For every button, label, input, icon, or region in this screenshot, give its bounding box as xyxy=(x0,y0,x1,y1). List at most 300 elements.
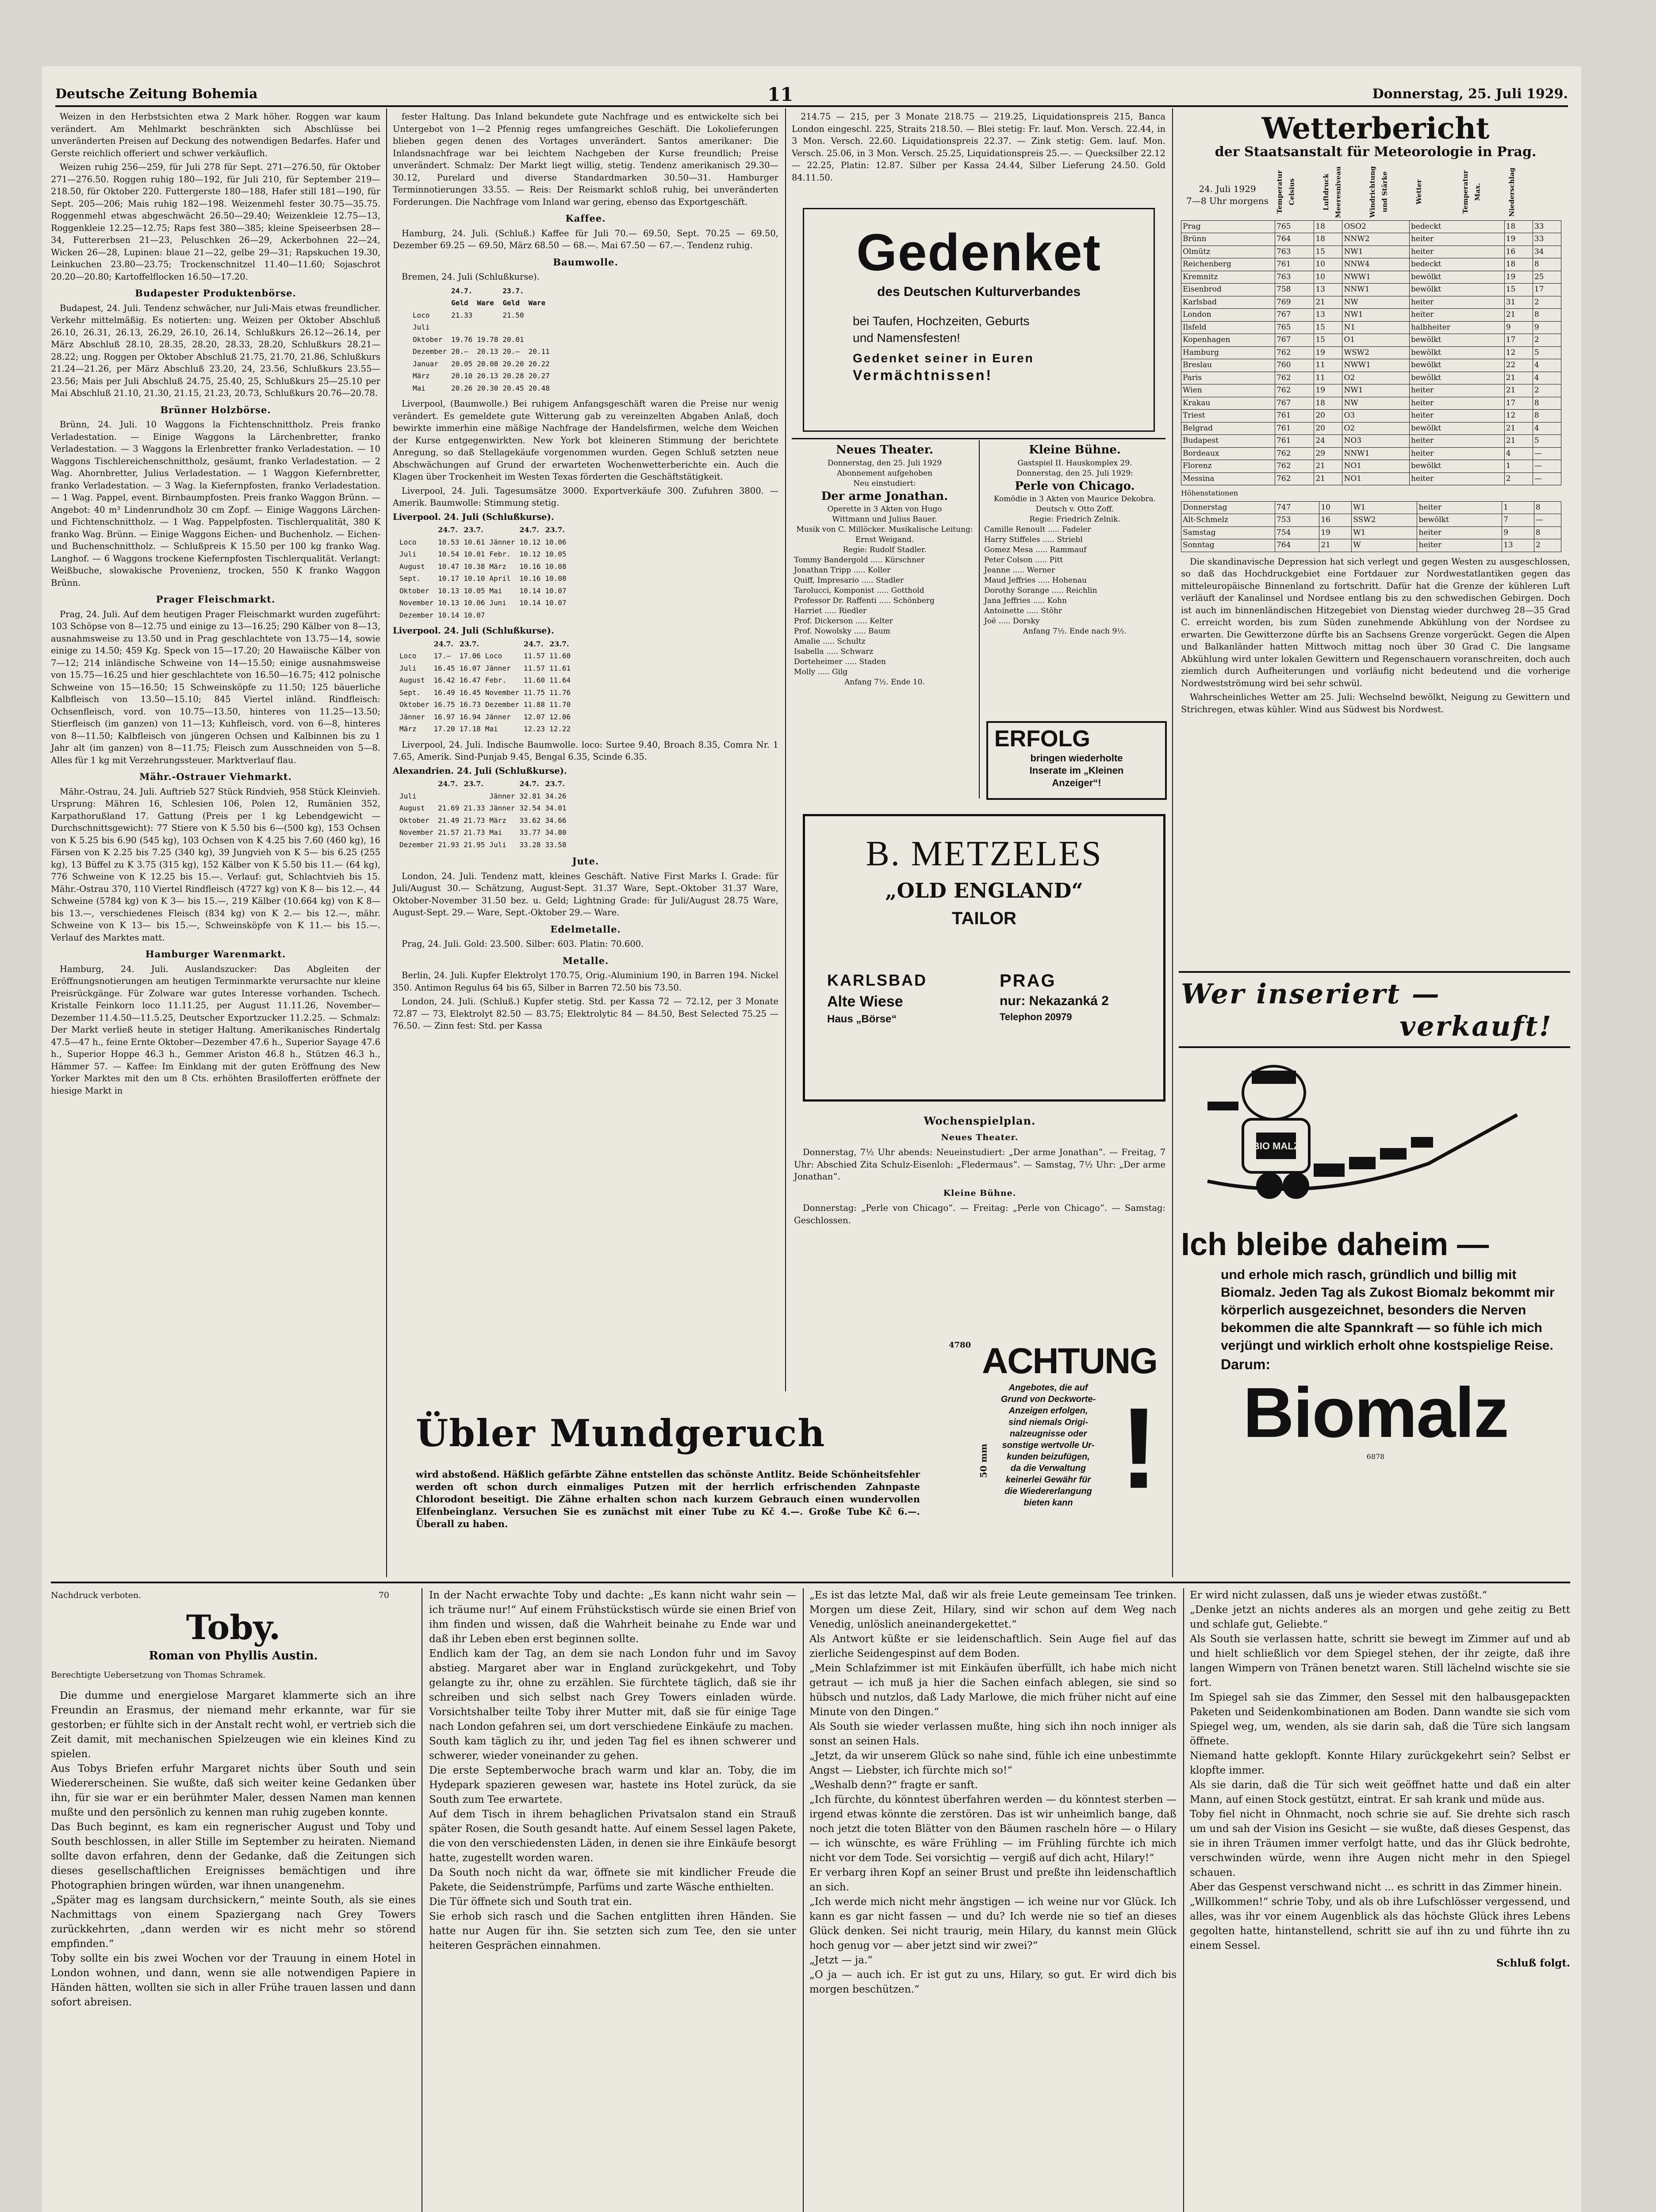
weather-cell: N1 xyxy=(1342,321,1409,334)
continuation-note: Schluß folgt. xyxy=(1496,1957,1570,1969)
feuilleton-divider xyxy=(51,1582,1570,1583)
table-cell: 21.33 xyxy=(451,311,473,319)
table-cell: 10.38 xyxy=(464,562,485,571)
ad-achtung-line: da die Verwaltung xyxy=(1010,1463,1086,1473)
weather-cell: heiter xyxy=(1409,296,1504,309)
table-row xyxy=(397,536,569,549)
weather-cell: 762 xyxy=(1275,384,1314,397)
newspaper-name: Deutsche Zeitung Bohemia xyxy=(55,86,258,102)
issue-date: Donnerstag, 25. Juli 1929. xyxy=(1372,86,1568,102)
program-line: Gomez Mesa ..... Rammauf xyxy=(984,545,1087,554)
table-cell: Juli xyxy=(413,323,430,331)
weather-cell: 15 xyxy=(1314,334,1342,347)
weather-cell: 21 xyxy=(1504,422,1533,435)
alexandria-title: Alexandrien. 24. Juli (Schlußkurse). xyxy=(393,765,567,776)
table-cell: 11.75 xyxy=(523,688,545,697)
weather-cell: Kopenhagen xyxy=(1181,334,1275,347)
table-cell: November xyxy=(485,688,519,697)
table-cell: Mai xyxy=(485,725,498,733)
weather-cell: 4 xyxy=(1533,359,1561,372)
weather-cell: Reichenberg xyxy=(1181,258,1275,271)
table-row xyxy=(397,790,569,803)
weather-cell: NO3 xyxy=(1342,435,1409,448)
table-cell: Jänner xyxy=(399,712,425,721)
table-cell: 10.08 xyxy=(545,562,567,571)
table-header-cell xyxy=(397,524,436,536)
weather-cell: 21 xyxy=(1314,472,1342,485)
weather-cell: 762 xyxy=(1275,460,1314,473)
table-cell: 10.01 xyxy=(464,550,485,558)
table-cell: Loco xyxy=(399,538,417,546)
weather-cell: NW1 xyxy=(1342,309,1409,322)
weather-cell: 754 xyxy=(1275,526,1319,539)
weather-cell: Messina xyxy=(1181,472,1275,485)
weather-cell: bedeckt xyxy=(1409,220,1504,233)
indian-cotton: Liverpool, 24. Juli. Indische Baumwolle. loco: Surtee 9.40, Broach 8.35, Comra Nr. 1 7.65, Amerik. Sind-Punjab 9.45, Bengal 6.35, Scinde 6.35. xyxy=(393,739,782,762)
table-cell: 10.07 xyxy=(464,611,485,619)
table-cell: Loco xyxy=(413,311,430,319)
weekly-kleine-text: Donnerstag: „Perle von Chicago“. — Freitag: „Perle von Chicago“. — Samstag: Geschlossen. xyxy=(794,1203,1165,1225)
table-cell: Jänner xyxy=(489,538,515,546)
installment-number: 70 xyxy=(378,1590,389,1600)
table-cell: 33.77 xyxy=(519,828,541,837)
weather-cell: 22 xyxy=(1504,359,1533,372)
alexandria-table xyxy=(397,778,569,851)
table-cell: 10.08 xyxy=(545,574,567,583)
market-report: Weizen ruhig 256—259, für Juli 278 für Sept. 271—276.50, für Oktober 271—276.50. Roggen ruhig 180—192, für Juli 210, für September 219—218.50, für Oktober 220. Futtergerste 180—188, Hafer still 181—190, für Sept. 205—206; Mais ruhig 182—198. Weizenmehl fester 30.75—35.75. Roggenmehl etwas abgeschwächt 26.50—29.40; Weizenkleie 12.75—13, Roggenkleie 12.25—12.75; Raps fest 380—385; kleine Speiseerbsen 28—34, Futtererbsen 21—23, Peluschken 26—29, Ackerbohnen 22—24, Wicken 26—28, Lupinen: blaue 21—22, gelbe 29—31; Rapskuchen 19.30, Leinkuchen 23.80—23.75; Trockenschnitzel 11.40—11.60; Sojaschrot 20.20—20.80; Kartoffelflocken 16.50—17.20. xyxy=(51,162,380,282)
table-cell: Sept. xyxy=(399,574,421,583)
program-line: Antoinette ..... Stöhr xyxy=(984,606,1062,615)
weather-cell: W1 xyxy=(1352,501,1417,514)
table-header-cell: Ware xyxy=(528,299,546,307)
table-cell: 10.06 xyxy=(545,538,567,546)
feuilleton-column-2 xyxy=(429,1588,796,2212)
program-line: Camille Renoult ..... Fadeler xyxy=(984,525,1091,534)
table-cell xyxy=(500,321,526,334)
liverpool-table-title: Liverpool. 24. Juli (Schlußkurse). xyxy=(393,511,554,522)
weather-cell: 34 xyxy=(1533,246,1561,258)
weather-cell: heiter xyxy=(1409,233,1504,246)
program-line: Wittmann und Julius Bauer. xyxy=(832,515,937,524)
ad-metzeles-subtitle: „OLD ENGLAND“ xyxy=(885,879,1083,902)
table-cell: Febr. xyxy=(489,550,511,558)
weather-cell: 33 xyxy=(1533,220,1561,233)
header-rule xyxy=(55,105,1568,107)
weather-cell: Hamburg xyxy=(1181,346,1275,359)
table-cell: Dezember xyxy=(485,700,519,709)
table-cell: Oktober xyxy=(413,335,443,344)
ad-kulturverband-line3: Gedenket seiner in Euren xyxy=(853,351,1034,365)
program-line: Tarolucci, Komponist ..... Gotthold xyxy=(794,586,924,595)
table-cell: 20.11 xyxy=(528,347,550,356)
weather-cell: 19 xyxy=(1504,233,1533,246)
table-cell: 33.58 xyxy=(545,840,567,849)
ad-achtung-line: die Wiedererlangung xyxy=(1004,1486,1092,1496)
table-cell xyxy=(461,790,487,803)
table-cell xyxy=(436,790,461,803)
market-heading: Brünner Holzbörse. xyxy=(160,404,271,415)
ad-achtung-line: Anzeigen erfolgen, xyxy=(1008,1406,1088,1416)
weather-cell: 10 xyxy=(1314,258,1342,271)
table-cell: August xyxy=(399,562,425,571)
weather-cell: 18 xyxy=(1314,220,1342,233)
weather-cell: 15 xyxy=(1504,284,1533,296)
table-header-cell: 23.7. xyxy=(502,286,524,295)
novel-translator: Berechtigte Uebersetzung von Thomas Schramek. xyxy=(51,1670,266,1680)
table-row xyxy=(397,687,573,699)
table-cell: 34.66 xyxy=(545,816,567,825)
column-rule xyxy=(785,108,786,1391)
table-cell: 10.10 xyxy=(464,574,485,583)
weather-cell: 21 xyxy=(1504,435,1533,448)
weather-cell: Sonntag xyxy=(1181,539,1275,552)
table-cell: 33.62 xyxy=(519,816,541,825)
table-cell: 20.48 xyxy=(528,384,550,392)
table-cell: November xyxy=(399,599,434,607)
weather-cell: NNW2 xyxy=(1342,233,1409,246)
table-cell xyxy=(526,334,552,346)
table-cell: April xyxy=(489,574,511,583)
biomalz-illustration xyxy=(1181,1053,1570,1221)
ad-achtung-line: Grund von Deckworte- xyxy=(1000,1394,1096,1404)
weather-cell: 5 xyxy=(1533,346,1561,359)
program-line: Dorothy Sorange ..... Reichlin xyxy=(984,586,1097,595)
weather-row xyxy=(1181,526,1561,539)
market-reports xyxy=(51,111,380,1097)
weather-cell: 21 xyxy=(1504,384,1533,397)
program-line: Quiff, Impresario ..... Stadler xyxy=(794,576,904,585)
reprint-notice: Nachdruck verboten. xyxy=(51,1590,142,1600)
market-report: Hamburg, 24. Juli. (Schluß.) Kaffee für Juli 70.— 69.50, Sept. 70.25 — 69.50, Dezember 69.25 — 69.50, März 68.50 — 68.—. Mai 67.50 — 67.—. Tendenz ruhig. xyxy=(393,228,778,250)
newspaper-page xyxy=(42,66,1581,2212)
ad-achtung-text xyxy=(982,1382,1115,1515)
weather-cell: bewölkt xyxy=(1409,422,1504,435)
weather-cell: 2 xyxy=(1533,334,1561,347)
weather-cell: 763 xyxy=(1275,246,1314,258)
weather-cell: Samstag xyxy=(1181,526,1275,539)
ad-biomalz xyxy=(1181,1053,1570,1575)
program-line: Anfang 7½. Ende nach 9½. xyxy=(1023,626,1127,636)
table-row xyxy=(410,309,552,322)
table-cell xyxy=(475,309,500,322)
table-row xyxy=(397,650,573,662)
weather-row xyxy=(1181,220,1561,233)
table-row xyxy=(397,711,573,723)
weather-cell: 8 xyxy=(1533,410,1561,422)
table-cell: 12.22 xyxy=(549,725,571,733)
table-row xyxy=(397,699,573,711)
weather-cell: 16 xyxy=(1319,514,1352,527)
weather-cell: — xyxy=(1533,472,1561,485)
table-cell: Juli xyxy=(399,791,417,800)
table-cell: 11.60 xyxy=(549,652,571,660)
weekly-program xyxy=(794,1110,1165,1349)
weather-cell: SSW2 xyxy=(1352,514,1417,527)
theatre-col-rule xyxy=(979,440,980,799)
weather-report xyxy=(1181,111,1570,964)
market-report: Bremen, 24. Juli (Schlußkurse). xyxy=(402,272,540,282)
weather-cell: 769 xyxy=(1275,296,1314,309)
kleine-buehne-program xyxy=(984,458,1165,637)
weather-cell: NWW1 xyxy=(1342,271,1409,284)
weather-cell: heiter xyxy=(1409,410,1504,422)
table-cell: 20.05 xyxy=(451,359,473,368)
weather-cell: 12 xyxy=(1504,410,1533,422)
weather-cell: 4 xyxy=(1533,422,1561,435)
program-line: Musik von C. Millöcker. Musikalische Leitung: Ernst Weigand. xyxy=(796,525,973,544)
weather-cell: 762 xyxy=(1275,472,1314,485)
table-cell: 17.06 xyxy=(459,652,481,660)
table-cell: 20.01 xyxy=(502,335,524,344)
table-cell: November xyxy=(399,828,434,837)
table-header-cell: Ware xyxy=(477,299,494,307)
table-header-cell xyxy=(397,638,431,650)
ad-achtung-line: keinerlei Gewähr für xyxy=(1005,1475,1091,1485)
weekly-neues-heading: Neues Theater. xyxy=(941,1132,1019,1142)
liverpool-turnover: Liverpool, 24. Juli. Tagesumsätze 3000. Exportverkäufe 300. Zufuhren 3800. — Amerik. Baumwolle: Stimmung stetig. xyxy=(393,485,782,508)
weather-forecast-text: Die skandinavische Depression hat sich verlegt und gegen Westen zu ausgeschlossen, so daß das Hochdruckgebiet eine Fortdauer zur Nordwestatlantiken gegen das mitteleuropäische Binnenland zu fortschritt. Dafür hat die Grenze der kühleren Luft verläuft der Kanalinsel und Nordsee entlang bis zu den schwedischen Gebirgen. Doch ist auch im binnenländischen Hitzegebiet von Dienstag wieder durchweg 28—35 Grad C. erreicht worden, bis zum Süden zunehmende Abkühlung von der Nordsee zu erwarten. Die Gewitterzone dürfte bis an Sachsens Grenze vorgerückt. Gegen die Alpen und Balkanländer hatten Mittwoch mittag noch über 30 Grad C. Die langsame Abkühlung wird unter lokalen Gewittern und Regenschauern voranschreiten, doch auch ziemlich durch Aufheiterungen und vorläufig nicht bedeutend und die vorherige Nordwestströmung wird bei sehr schwül. xyxy=(1181,556,1570,688)
table-cell: 21.57 xyxy=(438,828,460,837)
weather-cell: 758 xyxy=(1275,284,1314,296)
weather-row xyxy=(1181,309,1561,322)
ad-biomalz-headline: Ich bleibe daheim — xyxy=(1181,1227,1489,1262)
table-header-cell: 23.7. xyxy=(545,780,565,788)
table-cell: 10.07 xyxy=(545,599,567,607)
table-cell: Dezember xyxy=(399,611,434,619)
weather-cell: 5 xyxy=(1533,435,1561,448)
table-cell: 20.— xyxy=(502,347,520,356)
program-line: Donnerstag, den 25. Juli 1929 xyxy=(827,458,942,468)
table-cell: 21.73 xyxy=(464,816,485,825)
weather-cell: 31 xyxy=(1504,296,1533,309)
table-header-cell: 23.7. xyxy=(459,639,479,648)
ad-mundgeruch xyxy=(394,1407,960,1553)
table-cell: 10.47 xyxy=(438,562,460,571)
table-cell: März xyxy=(489,816,506,825)
market-heading: Budapester Produktenbörse. xyxy=(135,288,296,299)
weather-cell: Bordeaux xyxy=(1181,447,1275,460)
ad-metzeles-prag-tel: Telephon 20979 xyxy=(1000,1011,1072,1022)
weather-row xyxy=(1181,410,1561,422)
table-header-cell xyxy=(487,524,517,536)
ad-kulturverband-line4: Vermächtnissen! xyxy=(853,367,993,383)
table-cell: Oktober xyxy=(399,816,429,825)
weather-cell: NO1 xyxy=(1342,472,1409,485)
weather-row xyxy=(1181,472,1561,485)
table-cell xyxy=(487,609,517,622)
feuilleton-column-1 xyxy=(51,1588,416,2212)
table-cell: 10.16 xyxy=(519,574,541,583)
table-header-cell: Geld xyxy=(451,299,468,307)
novel-text-2: In der Nacht erwachte Toby und dachte: „Es kann nicht wahr sein — ich träume nur!“ Auf einem Frühstückstisch würde sie einen Brief von ihm finden und wissen, daß die Wahrheit beinahe zu Ende war und daß ihr Leben eben erst beginnen sollte. Endlich kam der Tag, an dem sie nach London fuhr und im Savoy abstieg. Margaret aber war in England zurückgekehrt, und Toby gelangte zu ihr, ohne zu erzählen. Sie fürchtete täglich, daß sie ihr schreiben und sich selbst nach Grey Towers einladen würde. Vorsichtshalber teilte Toby ihrer Mutter mit, daß sie für einige Tage nach London gefahren sei, um dort verschiedene Einkäufe zu machen. South kam täglich zu ihr, und jeden Tag fiel es ihnen schwerer und schwerer, wieder voneinander zu gehen. Die erste Septemberwoche brach warm und klar an. Toby, die im Hydepark spazieren gewesen war, hastete ins Hotel zurück, da sie South zum Tee erwartete. Auf dem Tisch in ihrem behaglichen Privatsalon stand ein Strauß später Rosen, die South gesandt hatte. Auf einem Sessel lagen Pakete, die von den verschiedensten Läden, in denen sie ihre Einkäufe besorgt hatte, zugestellt worden waren. Da South noch nicht da war, öffnete sie mit kindlicher Freude die Pakete, die Seidenstrümpfe, Parfüms und zarte Wäsche enthielten. Die Tür öffnete sich und South trat ein. Sie erhob sich rasch und die Sachen entglitten ihren Händen. Sie hatte nur Augen für ihn. Sie setzten sich zum Tee, den sie unter heiteren Gesprächen einnahmen. xyxy=(429,1590,796,1951)
table-cell: Mai xyxy=(489,828,502,837)
program-line: Harry Stiffeles ..... Striebl xyxy=(984,535,1083,544)
program-line: Professor Dr. Raffenti ..... Schönberg xyxy=(794,596,935,605)
table-cell xyxy=(526,321,552,334)
weather-cell: 4 xyxy=(1504,447,1533,460)
liverpool-table-title-2: Liverpool. 24. Juli (Schlußkurse). xyxy=(393,626,554,636)
program-line: Operette in 3 Akten von Hugo xyxy=(827,504,942,514)
weather-cell: bewölkt xyxy=(1409,271,1504,284)
table-cell: März xyxy=(413,372,430,380)
weather-cell: bewölkt xyxy=(1409,334,1504,347)
weather-cell: NW xyxy=(1342,296,1409,309)
weather-cell: 9 xyxy=(1533,321,1561,334)
exclamation-icon: ! xyxy=(1119,1384,1158,1513)
weather-row xyxy=(1181,501,1561,514)
market-report: Mähr.-Ostrau, 24. Juli. Auftrieb 527 Stück Rindvieh, 958 Stück Kleinvieh. Ursprung: Mähren 16, Schlesien 106, Polen 12, Rumänien 352, Karpathorußland 17. Gattung (Preis per 1 kg Lebendgewicht — Durchschnittsgewicht): 77 Stiere von K 5.50 bis 6—(500 kg), 153 Ochsen von K 5.25 bis 6.90 (545 kg), 103 Ochsen von K 4.25 bis 7.60 (460 kg), 16 Färsen von K 2.25 bis 7.25 (340 kg), 39 Jungvieh von K 5— bis 6.25 (255 kg), 13 Büffel zu K 3.75 (315 kg), 152 Kälber von K 5.50 bis 11.— (64 kg), 776 Schweine von K 12.25 bis 15.—. Verlauf: gut, Schlachtvieh bis 15. Mähr.-Ostrau 370, 110 Viertel Rindfleisch (4727 kg) von K 8— bis 12.—, 44 Schweine (5784 kg) von K 3— bis 15.—, 219 Kälber (10.664 kg) von K 8— bis 13.—, verschiedenes Fleisch (834 kg) von K 2.— bis 12.—, mähr. Schweine von K 13— bis 15.—, Schweinsköpfe von K 11.— bis 15.—. Verlauf des Marktes matt. xyxy=(51,786,380,943)
weather-cell: 8 xyxy=(1534,501,1561,514)
table-cell: Januar xyxy=(413,359,438,368)
table-row xyxy=(397,814,569,827)
weather-cell: 7 xyxy=(1502,514,1534,527)
weather-cell: 2 xyxy=(1533,384,1561,397)
table-cell: 11.57 xyxy=(523,664,545,672)
program-line: Maud Jeffries ..... Hohenau xyxy=(984,576,1087,585)
table-cell: Juni xyxy=(489,599,506,607)
weather-column-header: Niederschlag xyxy=(1508,167,1516,217)
table-row xyxy=(397,572,569,585)
weather-date: 24. Juli 1929 xyxy=(1199,183,1256,194)
jute-heading: Jute. xyxy=(572,856,599,867)
table-header-cell: 24.7. xyxy=(438,526,458,534)
jute-report: London, 24. Juli. Tendenz matt, kleines Geschäft. Native First Marks I. Grade: für Juli/August 30.— Schätzung, August-Sept. 31.37 Ware, Sept.-Oktober 31.37 Ware, Oktober-November 31.50 bez. u. Geld; Lightning Grade: für Juli/August 28.75 Ware, August-Sept. 29.— Ware, Sept.-Oktober 29.— Ware. xyxy=(393,871,778,918)
table-header-cell xyxy=(483,638,521,650)
ad-achtung-line: kunden beizufügen, xyxy=(1007,1452,1090,1462)
weather-cell: 753 xyxy=(1275,514,1319,527)
weather-cell: Karlsbad xyxy=(1181,296,1275,309)
table-row xyxy=(397,674,573,687)
inseriert-rule xyxy=(1179,1046,1570,1048)
program-line: Abonnement aufgehoben xyxy=(836,469,933,478)
weather-row xyxy=(1181,435,1561,448)
ad-biomalz-code: 6878 xyxy=(1366,1452,1385,1461)
ad-achtung-size: 50 mm xyxy=(978,1444,989,1478)
table-cell: 10.14 xyxy=(519,586,541,595)
table-header-cell: 24.7. xyxy=(438,780,458,788)
table-cell: 21.93 xyxy=(438,840,460,849)
program-line: Perle von Chicago. xyxy=(1015,479,1135,493)
table-cell xyxy=(526,309,552,322)
weather-cell: NW1 xyxy=(1342,384,1409,397)
table-cell: 10.12 xyxy=(519,538,541,546)
weather-cell: NWW1 xyxy=(1342,359,1409,372)
table-cell: 10.14 xyxy=(519,599,541,607)
weather-cell: W xyxy=(1352,539,1417,552)
weather-cell: Krakau xyxy=(1181,397,1275,410)
table-cell: 20.— xyxy=(451,347,468,356)
market-heading: Baumwolle. xyxy=(553,256,618,268)
table-cell: 21.50 xyxy=(502,311,524,319)
weather-cell: heiter xyxy=(1409,472,1504,485)
table-header-cell: 23.7. xyxy=(464,526,483,534)
weather-cell: 761 xyxy=(1275,258,1314,271)
weather-cell: 18 xyxy=(1314,233,1342,246)
weather-table xyxy=(1181,220,1561,486)
weather-cell: bedeckt xyxy=(1409,258,1504,271)
column-rule xyxy=(1172,108,1173,1577)
weather-cell: 761 xyxy=(1275,422,1314,435)
program-line: Peter Colson ..... Pitt xyxy=(984,555,1063,565)
weather-cell: — xyxy=(1534,514,1561,527)
neues-theater-heading: Neues Theater. xyxy=(836,443,933,457)
weather-cell: 21 xyxy=(1319,539,1352,552)
weather-cell: NNW4 xyxy=(1342,258,1409,271)
market-heading: Hamburger Warenmarkt. xyxy=(145,949,286,960)
weather-column-headers xyxy=(1274,165,1552,219)
weather-column-header: Wetter xyxy=(1415,179,1423,204)
ad-erfolg-line1: bringen wiederholte xyxy=(1030,753,1123,764)
table-cell: 11.88 xyxy=(523,700,545,709)
weather-cell: London xyxy=(1181,309,1275,322)
table-row xyxy=(397,839,569,851)
table-header-cell: 23.7. xyxy=(464,780,483,788)
ad-erfolg-line2: Inserate im „Kleinen xyxy=(1029,765,1124,776)
table-cell: 34.26 xyxy=(545,791,567,800)
table-cell: Jänner xyxy=(489,791,515,800)
table-cell: 10.07 xyxy=(545,586,567,595)
ad-achtung-line: nalzeugnisse oder xyxy=(1009,1429,1087,1439)
weather-cell: 18 xyxy=(1504,258,1533,271)
weather-cell: — xyxy=(1533,460,1561,473)
weather-cell: Florenz xyxy=(1181,460,1275,473)
table-row xyxy=(397,802,569,814)
weather-row xyxy=(1181,271,1561,284)
table-cell: 11.70 xyxy=(549,700,571,709)
weather-cell: Eisenbrod xyxy=(1181,284,1275,296)
table-header-cell xyxy=(410,297,449,309)
weather-cell: Triest xyxy=(1181,410,1275,422)
weather-cell: bewölkt xyxy=(1409,359,1504,372)
weather-cell: 764 xyxy=(1275,233,1314,246)
table-cell: 10.14 xyxy=(438,611,460,619)
weather-cell: 11 xyxy=(1314,359,1342,372)
market-report: Hamburg, 24. Juli. Auslandszucker: Das Abgleiten der Eröffnungsnotierungen am heutigen Terminmarkte verursachte nur kleine Preisrückgänge. Für Zolware war gutes Interesse vorhanden. Tschech. Kristalle Feinkorn loco 11.11.25, per August 11.11.26, November—Dezember 11.4.50—11.5.25, Deutscher Exportzucker 11.2.25. — Schmalz: Der Markt verließ heute in stetiger Haltung. Amerikanisches Rindertalg 47.5—47 h., feine Ernte Oktober—Dezember 47.6 h., Superior Sayage 47.6 h., Superior Hoppe 46.3 h., Gemmer Ariston 46.8 h., Stützen 46.3 h., Hämmer 57. — Kaffee: Im Einklang mit der guten Eröffnung des New Yorker Marktes mit den um 8 Cts. erhöhten Brasilofferten eröffnete der hiesige Markt in xyxy=(51,964,380,1096)
table-cell: 16.97 xyxy=(433,712,455,721)
table-row xyxy=(397,548,569,561)
ad-mundgeruch-title: Übler Mundgeruch xyxy=(416,1411,826,1455)
weather-cell: O2 xyxy=(1342,372,1409,384)
weather-cell: Prag xyxy=(1181,220,1275,233)
ad-erfolg xyxy=(986,721,1167,800)
weather-cell: 13 xyxy=(1502,539,1534,552)
program-line: Jana Jeffries ..... Kohn xyxy=(984,596,1067,605)
precious-metals-report: Prag, 24. Juli. Gold: 23.500. Silber: 603. Platin: 70.600. xyxy=(402,939,644,949)
ad-metzeles-karlsbad-addr: Alte Wiese xyxy=(827,993,903,1010)
table-cell: Juli xyxy=(489,840,506,849)
weather-row xyxy=(1181,422,1561,435)
weather-row xyxy=(1181,539,1561,552)
novel-text-4: Er wird nicht zulassen, daß uns je wieder etwas zustößt.“ „Denke jetzt an nichts anderes als an morgen und gehe zeitig zu Bett und schlafe gut, Geliebte.“ Als South sie verlassen hatte, schritt sie bewegt im Zimmer auf und ab und hielt schließlich vor dem Spiegel stehen, der ihr zeigte, daß ihre langen Wimpern von Tränen benetzt waren. Still lächelnd wischte sie sie fort. Im Spiegel sah sie das Zimmer, den Sessel mit den halbausgepackten Paketen und Seidenkombinationen am Boden. Dann wandte sie sich vom Spiegel weg, um, wenden, als sie darin sah, daß die Türe sich langsam öffnete. Niemand hatte geklopft. Konnte Hilary zurückgekehrt sein? Selbst er klopfte immer. Als sie darin, daß die Tür sich weit geöffnet hatte und daß ein alter Mann, auf einen Stock gestützt, eintrat. Er sah krank und müde aus. Toby fiel nicht in Ohnmacht, noch schrie sie auf. Sie drehte sich rasch um und sah der Vision ins Gesicht — sie wußte, daß dieses Gespenst, das sie in ihren Träumen immer verfolgt hatte, und das ihr Glück bedrohte, verschwinden würde, wenn ihre Augen nicht mehr in den Spiegel schauen. Aber das Gespenst verschwand nicht ... es schritt in das Zimmer hinein. „Willkommen!“ schrie Toby, und als ob ihre Lufschlösser vergessend, und alles, was ihr vor einem Augenblick als das höchste Glück ihres Lebens gegolten hatte, hintanstellend, schritt sie auf ihn zu und führte ihn zu einem Sessel. xyxy=(1190,1590,1570,1951)
table-cell: 10.05 xyxy=(464,586,485,595)
weather-cell: 18 xyxy=(1504,220,1533,233)
ad-biomalz-brand: Biomalz xyxy=(1243,1373,1508,1452)
ad-kulturverband-line2: und Namensfesten! xyxy=(853,331,960,345)
table-cell: 32.81 xyxy=(519,791,541,800)
weather-cell: 4 xyxy=(1533,372,1561,384)
liverpool-report: Liverpool, (Baumwolle.) Bei ruhigem Anfangsgeschäft waren die Preise nur wenig verändert. Es gemeldete gute Witterung gab zu vereinzelten Abgaben Anlaß, doch bewirkte immerhin eine mäßige Nachfrage der Handelsfirmen, welche dem Weichen der Kurse entgegenwirkten. New York bot kleineren Stimmung der berichtete Anregung, so daß Stellagekäufe vorgenommen wurden. Gegen Schluß setzten neue Abschwächungen auf Grund der erwarteten Wochenwetterberichte ein. Auch die Klagen über Trockenheit im Westen Texas förderten die Geschäftstätigkeit. xyxy=(393,399,782,482)
table-cell: 10.54 xyxy=(438,550,460,558)
weather-cell: bewölkt xyxy=(1409,346,1504,359)
table-cell: 20.10 xyxy=(451,372,473,380)
table-cell: 20.30 xyxy=(477,384,498,392)
weather-cell: O2 xyxy=(1342,422,1409,435)
market-column-3 xyxy=(792,111,1165,199)
table-cell: 11.61 xyxy=(549,664,571,672)
table-cell: 11.60 xyxy=(523,676,545,684)
weather-cell: 13 xyxy=(1314,284,1342,296)
ad-inseriert xyxy=(1181,978,1570,1044)
